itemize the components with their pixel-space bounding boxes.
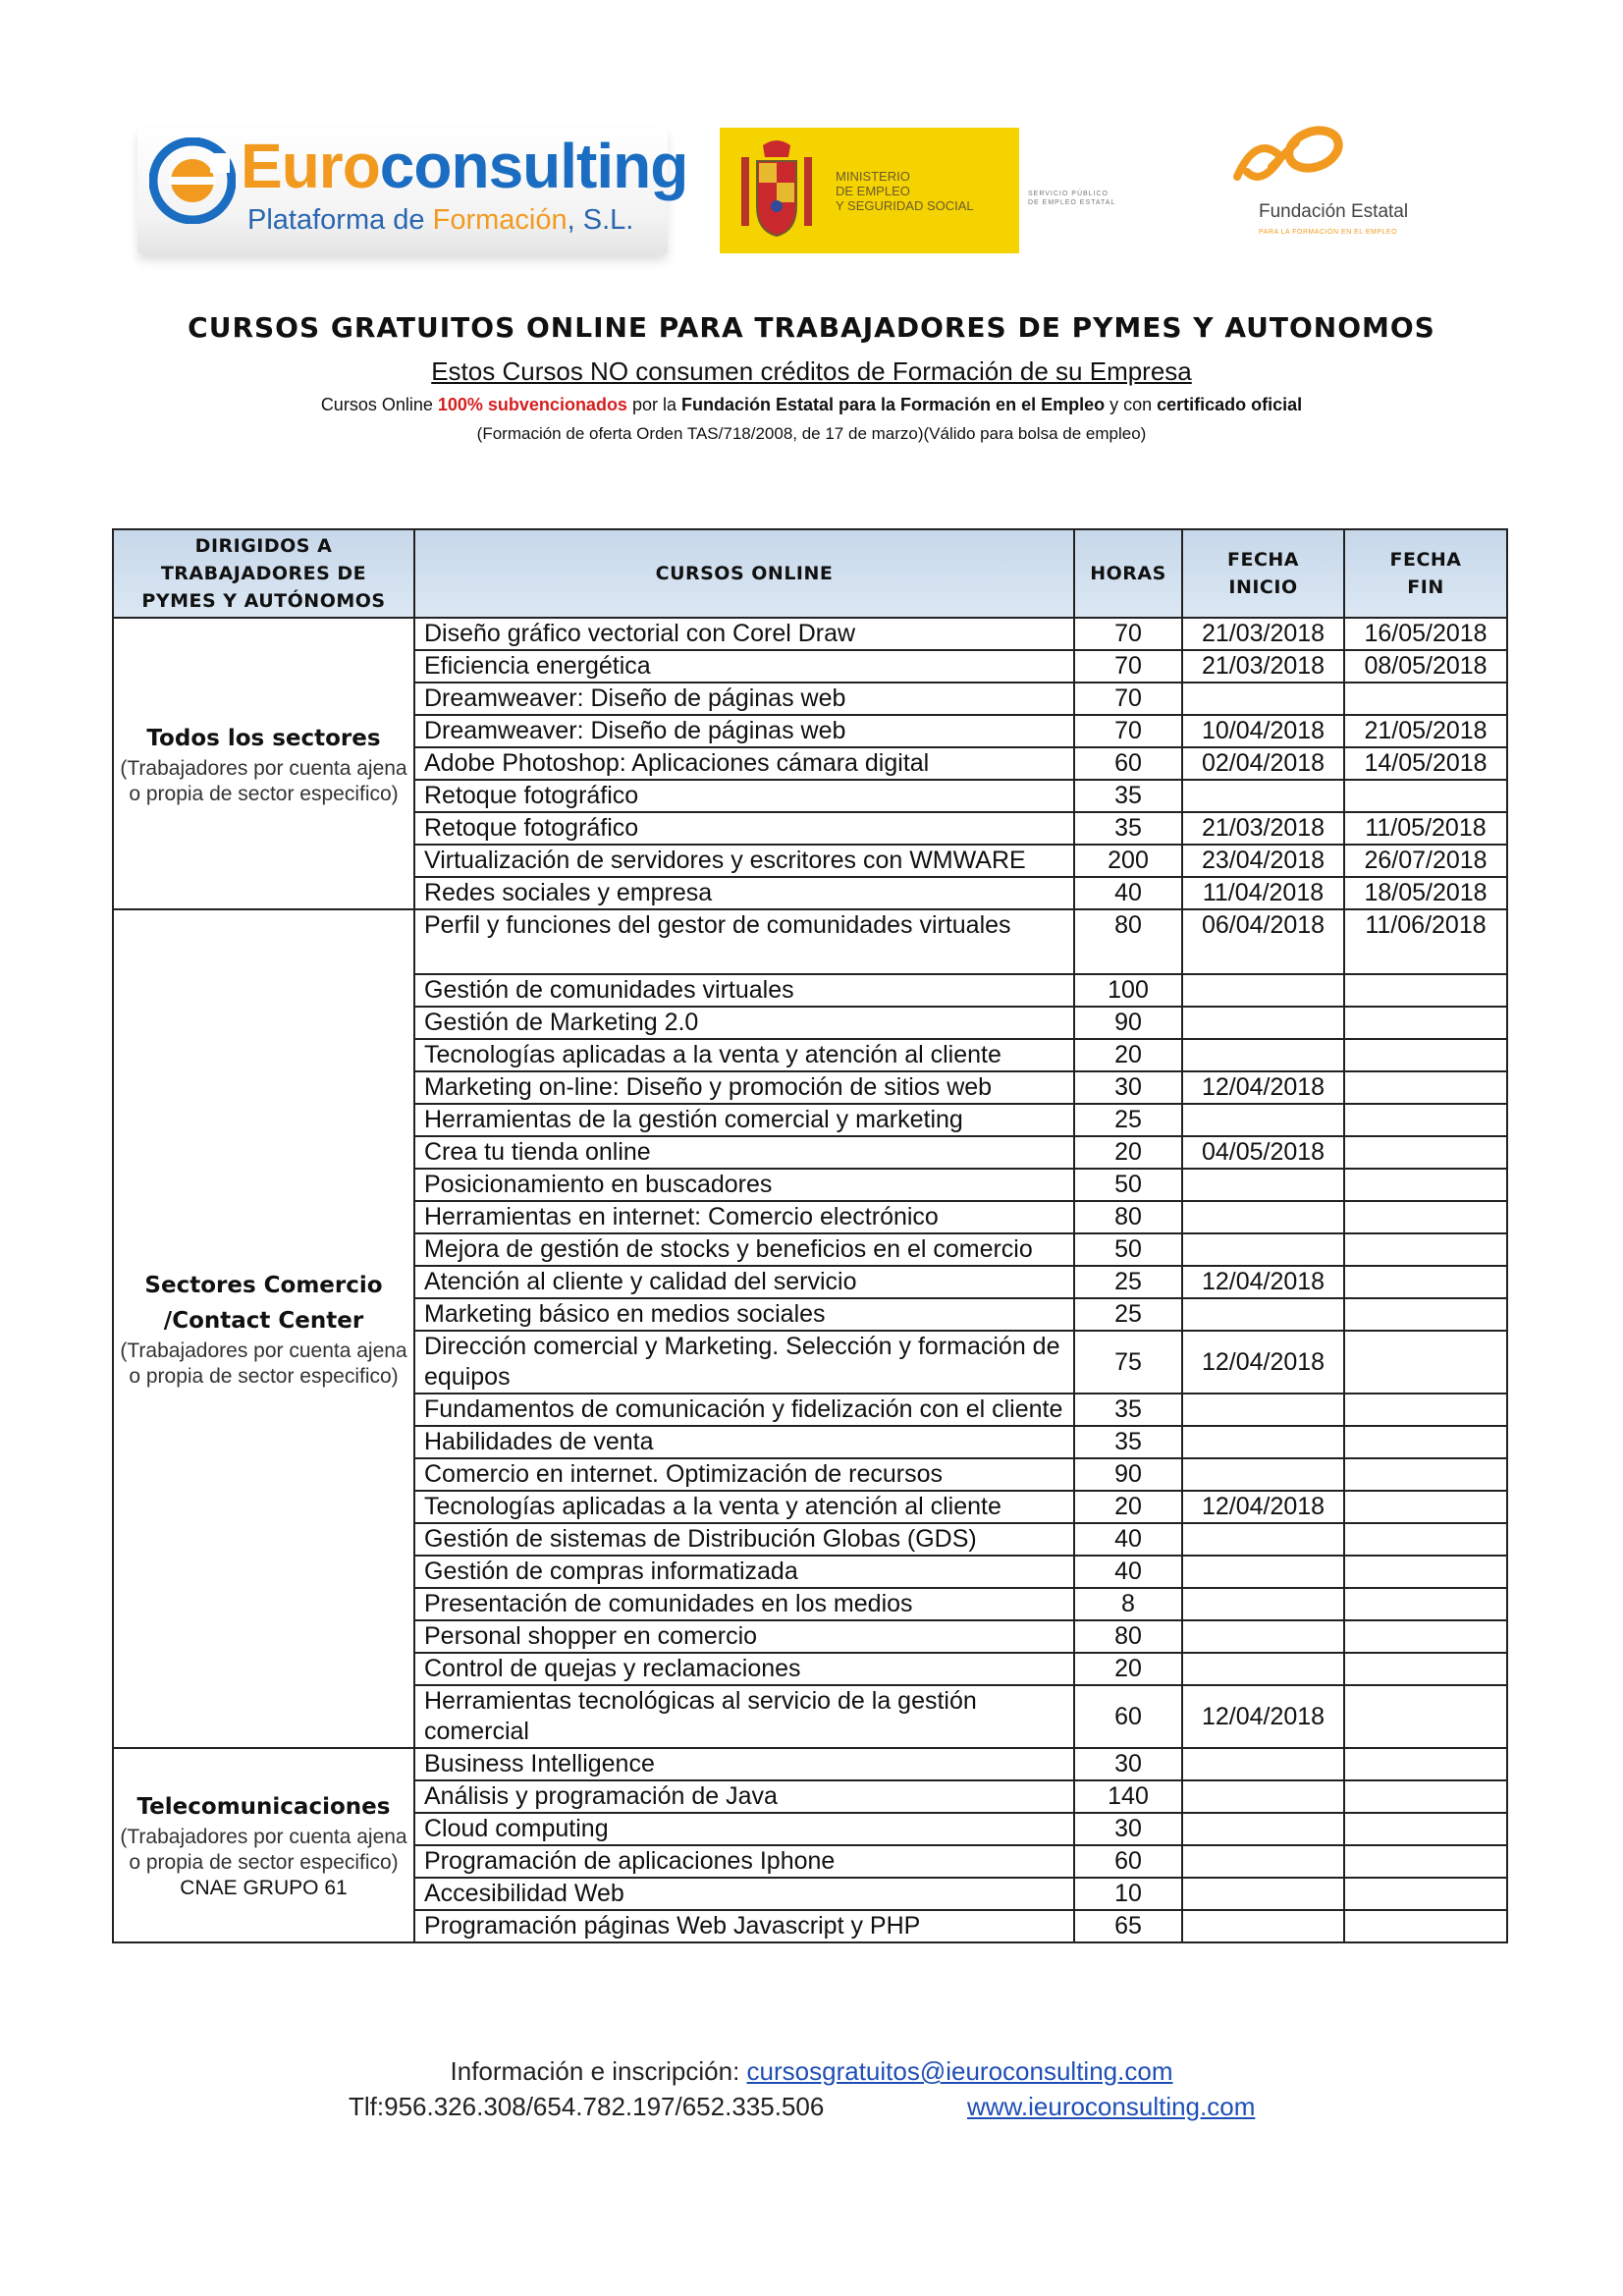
course-end-date xyxy=(1344,1007,1507,1039)
course-start-date xyxy=(1182,1104,1344,1136)
sector-cell xyxy=(113,618,414,909)
course-name: Habilidades de venta xyxy=(414,1426,1074,1458)
course-start-date xyxy=(1182,1845,1344,1878)
course-end-date xyxy=(1344,1426,1507,1458)
sepe-text: SERVICIO PÚBLICO DE EMPLEO ESTATAL xyxy=(1028,191,1116,206)
course-name: Dirección comercial y Marketing. Selección y formación de equipos xyxy=(414,1331,1074,1394)
course-end-date: 11/05/2018 xyxy=(1344,812,1507,845)
course-end-date xyxy=(1344,1910,1507,1942)
table-body xyxy=(113,618,1507,1942)
course-start-date xyxy=(1182,1556,1344,1588)
course-start-date: 12/04/2018 xyxy=(1182,1071,1344,1104)
course-end-date xyxy=(1344,683,1507,715)
course-name: Retoque fotográfico xyxy=(414,780,1074,812)
sector-cell xyxy=(113,1748,414,1942)
table-row xyxy=(113,1748,1507,1780)
course-hours: 70 xyxy=(1074,683,1182,715)
page-title: CURSOS GRATUITOS ONLINE PARA TRABAJADORES DE PYMES Y AUTONOMOS xyxy=(188,311,1435,344)
course-start-date: 12/04/2018 xyxy=(1182,1685,1344,1748)
course-name: Dreamweaver: Diseño de páginas web xyxy=(414,683,1074,715)
course-start-date: 12/04/2018 xyxy=(1182,1331,1344,1394)
header-horas: HORAS xyxy=(1074,529,1182,618)
course-hours: 100 xyxy=(1074,974,1182,1007)
euroconsulting-mark-icon xyxy=(149,137,236,224)
course-name: Herramientas en internet: Comercio electrónico xyxy=(414,1201,1074,1233)
course-name: Mejora de gestión de stocks y beneficios en el comercio xyxy=(414,1233,1074,1266)
fundacion-name: Fundación Estatal xyxy=(1259,201,1409,222)
info-label: Información e inscripción: xyxy=(450,2056,747,2086)
phone-numbers: Tlf:956.326.308/654.782.197/652.335.506 xyxy=(349,2092,825,2121)
sector-cell xyxy=(113,909,414,1748)
course-name: Eficiencia energética xyxy=(414,650,1074,683)
course-end-date xyxy=(1344,1878,1507,1910)
course-start-date xyxy=(1182,1878,1344,1910)
course-hours: 70 xyxy=(1074,650,1182,683)
course-name: Tecnologías aplicadas a la venta y atención al cliente xyxy=(414,1491,1074,1523)
course-start-date xyxy=(1182,1394,1344,1426)
course-start-date xyxy=(1182,1910,1344,1942)
course-end-date xyxy=(1344,1620,1507,1653)
course-hours: 40 xyxy=(1074,877,1182,909)
course-start-date xyxy=(1182,1523,1344,1556)
course-hours: 90 xyxy=(1074,1007,1182,1039)
course-start-date xyxy=(1182,974,1344,1007)
course-name: Atención al cliente y calidad del servicio xyxy=(414,1266,1074,1298)
course-name: Tecnologías aplicadas a la venta y atención al cliente xyxy=(414,1039,1074,1071)
course-start-date: 11/04/2018 xyxy=(1182,877,1344,909)
course-hours: 75 xyxy=(1074,1331,1182,1394)
course-hours: 80 xyxy=(1074,1201,1182,1233)
course-name: Posicionamiento en buscadores xyxy=(414,1169,1074,1201)
course-end-date xyxy=(1344,1491,1507,1523)
course-start-date xyxy=(1182,780,1344,812)
euroconsulting-logo xyxy=(137,128,688,255)
course-hours: 30 xyxy=(1074,1071,1182,1104)
course-hours: 35 xyxy=(1074,812,1182,845)
course-hours: 25 xyxy=(1074,1104,1182,1136)
course-name: Cloud computing xyxy=(414,1813,1074,1845)
course-start-date xyxy=(1182,1588,1344,1620)
footer-info xyxy=(0,2056,1623,2087)
course-name: Gestión de sistemas de Distribución Globas (GDS) xyxy=(414,1523,1074,1556)
course-hours: 20 xyxy=(1074,1039,1182,1071)
course-start-date: 12/04/2018 xyxy=(1182,1491,1344,1523)
course-hours: 60 xyxy=(1074,747,1182,780)
course-start-date: 02/04/2018 xyxy=(1182,747,1344,780)
course-hours: 80 xyxy=(1074,1620,1182,1653)
course-name: Herramientas tecnológicas al servicio de la gestión comercial xyxy=(414,1685,1074,1748)
course-start-date xyxy=(1182,683,1344,715)
course-start-date xyxy=(1182,1653,1344,1685)
course-end-date: 26/07/2018 xyxy=(1344,845,1507,877)
course-name: Comercio en internet. Optimización de recursos xyxy=(414,1458,1074,1491)
page-subtitle: Estos Cursos NO consumen créditos de Formación de su Empresa xyxy=(431,356,1192,386)
course-hours: 65 xyxy=(1074,1910,1182,1942)
course-start-date: 06/04/2018 xyxy=(1182,909,1344,974)
course-hours: 10 xyxy=(1074,1878,1182,1910)
course-end-date xyxy=(1344,1845,1507,1878)
course-start-date xyxy=(1182,1169,1344,1201)
euroconsulting-title: Euroconsulting xyxy=(241,131,688,201)
sector-note: (Trabajadores por cuenta ajena o propia de sector especifico) xyxy=(120,756,407,805)
course-name: Presentación de comunidades en los medios xyxy=(414,1588,1074,1620)
table-header-row xyxy=(113,529,1507,618)
course-hours: 70 xyxy=(1074,618,1182,650)
course-start-date xyxy=(1182,1007,1344,1039)
course-name: Dreamweaver: Diseño de páginas web xyxy=(414,715,1074,747)
course-hours: 70 xyxy=(1074,715,1182,747)
course-end-date xyxy=(1344,974,1507,1007)
course-start-date xyxy=(1182,1813,1344,1845)
course-start-date: 04/05/2018 xyxy=(1182,1136,1344,1169)
course-hours: 50 xyxy=(1074,1233,1182,1266)
sector-cnae: CNAE GRUPO 61 xyxy=(180,1877,348,1899)
course-name: Marketing básico en medios sociales xyxy=(414,1298,1074,1331)
course-name: Accesibilidad Web xyxy=(414,1878,1074,1910)
course-hours: 200 xyxy=(1074,845,1182,877)
course-hours: 25 xyxy=(1074,1298,1182,1331)
course-hours: 35 xyxy=(1074,780,1182,812)
course-start-date xyxy=(1182,1201,1344,1233)
course-hours: 40 xyxy=(1074,1556,1182,1588)
table-row xyxy=(113,618,1507,650)
course-end-date xyxy=(1344,780,1507,812)
course-end-date xyxy=(1344,1653,1507,1685)
course-name: Virtualización de servidores y escritores con WMWARE xyxy=(414,845,1074,877)
course-hours: 8 xyxy=(1074,1588,1182,1620)
header-fecha-fin: FECHA FIN xyxy=(1344,529,1507,618)
course-start-date xyxy=(1182,1748,1344,1780)
course-end-date xyxy=(1344,1331,1507,1394)
sector-note: (Trabajadores por cuenta ajena o propia de sector especifico) xyxy=(120,1826,407,1874)
fundacion-tagline: PARA LA FORMACIÓN EN EL EMPLEO xyxy=(1259,229,1398,236)
course-name: Perfil y funciones del gestor de comunidades virtuales xyxy=(414,909,1074,974)
course-end-date xyxy=(1344,1748,1507,1780)
course-end-date: 08/05/2018 xyxy=(1344,650,1507,683)
course-end-date: 18/05/2018 xyxy=(1344,877,1507,909)
course-name: Personal shopper en comercio xyxy=(414,1620,1074,1653)
course-end-date xyxy=(1344,1039,1507,1071)
course-end-date xyxy=(1344,1588,1507,1620)
legal-note: (Formación de oferta Orden TAS/718/2008, de 17 de marzo)(Válido para bolsa de empleo) xyxy=(476,424,1147,443)
course-hours: 40 xyxy=(1074,1523,1182,1556)
email-link[interactable]: cursosgratuitos@ieuroconsulting.com xyxy=(746,2056,1173,2086)
course-hours: 30 xyxy=(1074,1813,1182,1845)
course-end-date xyxy=(1344,1298,1507,1331)
course-end-date xyxy=(1344,1104,1507,1136)
course-end-date xyxy=(1344,1458,1507,1491)
course-name: Adobe Photoshop: Aplicaciones cámara digital xyxy=(414,747,1074,780)
sector-note: (Trabajadores por cuenta ajena o propia de sector especifico) xyxy=(120,1339,407,1388)
course-start-date: 12/04/2018 xyxy=(1182,1266,1344,1298)
course-end-date xyxy=(1344,1685,1507,1748)
course-start-date: 21/03/2018 xyxy=(1182,650,1344,683)
course-name: Fundamentos de comunicación y fidelización con el cliente xyxy=(414,1394,1074,1426)
course-name: Programación páginas Web Javascript y PHP xyxy=(414,1910,1074,1942)
course-start-date xyxy=(1182,1620,1344,1653)
course-end-date xyxy=(1344,1201,1507,1233)
course-end-date xyxy=(1344,1266,1507,1298)
course-name: Análisis y programación de Java xyxy=(414,1780,1074,1813)
course-hours: 35 xyxy=(1074,1426,1182,1458)
course-hours: 20 xyxy=(1074,1491,1182,1523)
course-start-date: 23/04/2018 xyxy=(1182,845,1344,877)
course-start-date: 10/04/2018 xyxy=(1182,715,1344,747)
course-end-date: 21/05/2018 xyxy=(1344,715,1507,747)
course-end-date xyxy=(1344,1780,1507,1813)
footer-contact xyxy=(349,2092,1256,2122)
course-start-date xyxy=(1182,1426,1344,1458)
course-name: Business Intelligence xyxy=(414,1748,1074,1780)
course-name: Marketing on-line: Diseño y promoción de sitios web xyxy=(414,1071,1074,1104)
course-start-date: 21/03/2018 xyxy=(1182,812,1344,845)
course-name: Gestión de comunidades virtuales xyxy=(414,974,1074,1007)
fundacion-estatal-mark-icon xyxy=(1227,118,1345,196)
course-start-date xyxy=(1182,1039,1344,1071)
course-start-date: 21/03/2018 xyxy=(1182,618,1344,650)
course-end-date: 16/05/2018 xyxy=(1344,618,1507,650)
course-end-date xyxy=(1344,1233,1507,1266)
table-row xyxy=(113,909,1507,974)
course-name: Retoque fotográfico xyxy=(414,812,1074,845)
course-name: Gestión de Marketing 2.0 xyxy=(414,1007,1074,1039)
course-start-date xyxy=(1182,1233,1344,1266)
course-hours: 35 xyxy=(1074,1394,1182,1426)
euroconsulting-subtitle: Plataforma de Formación, S.L. xyxy=(247,204,634,236)
header-cursos: CURSOS ONLINE xyxy=(414,529,1074,618)
course-name: Control de quejas y reclamaciones xyxy=(414,1653,1074,1685)
course-end-date: 14/05/2018 xyxy=(1344,747,1507,780)
course-hours: 20 xyxy=(1074,1653,1182,1685)
course-start-date xyxy=(1182,1780,1344,1813)
course-end-date xyxy=(1344,1136,1507,1169)
course-name: Redes sociales y empresa xyxy=(414,877,1074,909)
header-fecha-inicio: FECHA INICIO xyxy=(1182,529,1344,618)
course-end-date xyxy=(1344,1556,1507,1588)
website-link[interactable]: www.ieuroconsulting.com xyxy=(967,2092,1256,2121)
course-end-date xyxy=(1344,1523,1507,1556)
course-hours: 20 xyxy=(1074,1136,1182,1169)
subsidy-statement: Cursos Online 100% subvencionados por la Fundación Estatal para la Formación en el Empleo y con certificado oficial xyxy=(320,395,1303,414)
course-start-date xyxy=(1182,1298,1344,1331)
ministerio-logo xyxy=(720,128,1019,253)
course-hours: 25 xyxy=(1074,1266,1182,1298)
spain-coat-of-arms-icon xyxy=(737,137,816,244)
course-end-date: 11/06/2018 xyxy=(1344,909,1507,974)
course-end-date xyxy=(1344,1813,1507,1845)
course-name: Gestión de compras informatizada xyxy=(414,1556,1074,1588)
course-name: Programación de aplicaciones Iphone xyxy=(414,1845,1074,1878)
course-end-date xyxy=(1344,1169,1507,1201)
course-name: Diseño gráfico vectorial con Corel Draw xyxy=(414,618,1074,650)
course-name: Herramientas de la gestión comercial y marketing xyxy=(414,1104,1074,1136)
course-hours: 80 xyxy=(1074,909,1182,974)
course-hours: 140 xyxy=(1074,1780,1182,1813)
sector-name: Todos los sectores xyxy=(146,725,381,751)
course-end-date xyxy=(1344,1394,1507,1426)
course-hours: 50 xyxy=(1074,1169,1182,1201)
course-hours: 90 xyxy=(1074,1458,1182,1491)
ministerio-text: MINISTERIO DE EMPLEO Y SEGURIDAD SOCIAL xyxy=(836,169,974,213)
course-hours: 30 xyxy=(1074,1748,1182,1780)
course-name: Crea tu tienda online xyxy=(414,1136,1074,1169)
course-hours: 60 xyxy=(1074,1845,1182,1878)
course-end-date xyxy=(1344,1071,1507,1104)
courses-table xyxy=(112,528,1508,1943)
sector-name: Sectores Comercio /Contact Center xyxy=(144,1273,383,1334)
course-hours: 60 xyxy=(1074,1685,1182,1748)
sector-name: Telecomunicaciones xyxy=(136,1794,391,1820)
header-dirigidos: DIRIGIDOS A TRABAJADORES DE PYMES Y AUTÓNOMOS xyxy=(113,529,414,618)
course-start-date xyxy=(1182,1458,1344,1491)
